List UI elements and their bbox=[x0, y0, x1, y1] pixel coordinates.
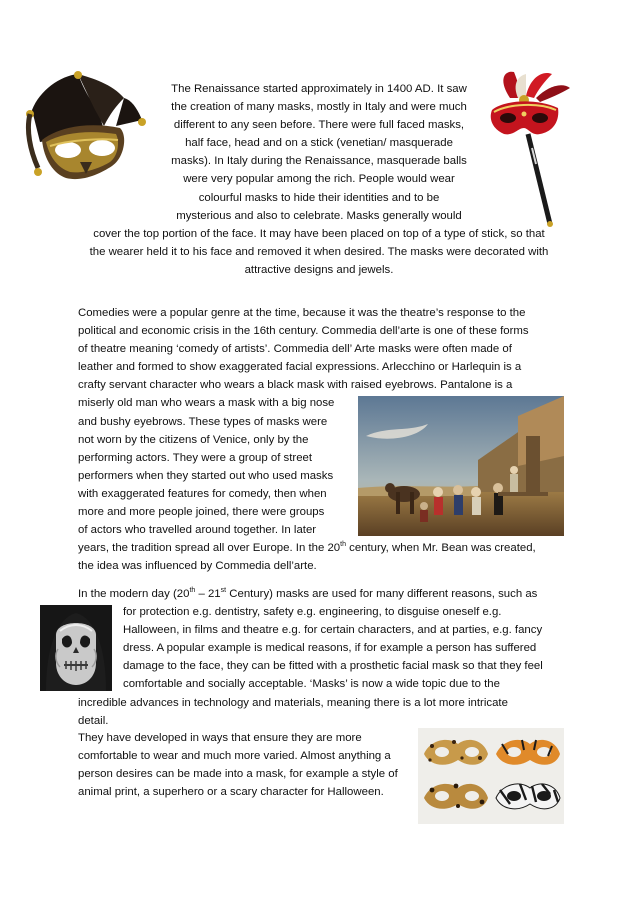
text-line: detail. bbox=[78, 714, 109, 727]
text-line: the wearer held it to his face and removed it when desired. The masks were decorated with bbox=[89, 245, 549, 258]
text-line: In the modern day (20th – 21st Century) masks are used for many different reasons, such as bbox=[78, 587, 538, 600]
text-line: damage to the face, they can be fitted with a prosthetic facial mask so that they feel bbox=[123, 660, 543, 673]
text-line: cover the top portion of the face. It may have been placed on top of a type of stick, so that bbox=[93, 227, 545, 240]
text-line: political and economic crisis in the 16th century. Commedia dell’arte is one of these forms bbox=[78, 325, 529, 338]
text-line: miserly old man who wears a mask with a big nose bbox=[78, 397, 335, 410]
text-line: colourful masks to hide their identities and to be bbox=[198, 191, 440, 204]
text-line: animal print, a superhero or a scary character for Halloween. bbox=[78, 786, 384, 799]
text-line: different to any seen before. There were full faced masks, bbox=[173, 119, 465, 132]
text-line: the idea was influenced by Commedia dell’arte. bbox=[78, 560, 317, 573]
text-line: They have developed in ways that ensure they are more bbox=[78, 732, 362, 744]
text-line: the creation of many masks, mostly in Italy and were much bbox=[171, 101, 467, 114]
developed-paragraph bbox=[78, 729, 418, 801]
renaissance-paragraph bbox=[76, 80, 562, 279]
text-line: leather and formed to show exaggerated facial expressions. Arlecchino or Harlequin is a bbox=[78, 361, 522, 374]
text-line: Halloween, in films and theatre e.g. for certain characters, and at parties, e.g. fancy bbox=[123, 624, 543, 637]
text-line: dress. A popular example is medical reasons, if for example a person has suffered bbox=[123, 642, 537, 655]
text-line: performing actors. They were a group of street bbox=[78, 451, 313, 464]
text-line: with exaggerated features for comedy, then when bbox=[78, 487, 327, 500]
text-line: of actors who travelled around together. In later bbox=[78, 524, 317, 537]
text-line: half face, head and on a stick (venetian/ masquerade bbox=[185, 137, 453, 150]
animal-print-masks-image bbox=[418, 728, 564, 824]
text-line: and bushy eyebrows. These types of masks were bbox=[78, 415, 328, 428]
text-line: more and more people joined, there were groups bbox=[78, 506, 325, 519]
text-line: comfortable to wear and much more varied. Almost anything a bbox=[78, 750, 391, 763]
text-line: incredible advances in technology and materials, meaning there is a lot more intricate bbox=[78, 696, 508, 709]
modern-paragraph bbox=[78, 585, 578, 730]
text-line: masks). In Italy during the Renaissance, masquerade balls bbox=[171, 155, 467, 168]
text-line: performers when they started out who used masks bbox=[78, 469, 334, 482]
text-line: crafty servant character who wears a black mask with raised eyebrows. Pantalone is a bbox=[78, 379, 513, 392]
commedia-painting-image bbox=[358, 396, 564, 536]
text-line: mysterious and also to celebrate. Masks generally would bbox=[176, 209, 462, 222]
text-line: years, the tradition spread all over Europe. In the 20th century, when Mr. Bean was created, bbox=[78, 541, 536, 555]
text-line: attractive designs and jewels. bbox=[244, 263, 394, 276]
text-line: were very popular among the rich. People would wear bbox=[183, 173, 455, 186]
text-line: not worn by the citizens of Venice, only by the bbox=[78, 433, 309, 446]
text-line: for protection e.g. dentistry, safety e.g. engineering, to disguise oneself e.g. bbox=[123, 606, 502, 619]
text-line: Comedies were a popular genre at the time, because it was the theatre’s response to the bbox=[78, 307, 526, 319]
text-line: of theatre meaning ‘comedy of artists’. Commedia dell’ Arte masks were often made of bbox=[78, 343, 512, 356]
text-line: person desires can be made into a mask, for example a style of bbox=[78, 768, 398, 781]
text-line: comfortable and socially acceptable. ‘Masks’ is now a wide topic due to the bbox=[123, 678, 500, 691]
text-line: The Renaissance started approximately in 1400 AD. It saw bbox=[171, 83, 467, 95]
halloween-mask-image bbox=[40, 605, 112, 691]
